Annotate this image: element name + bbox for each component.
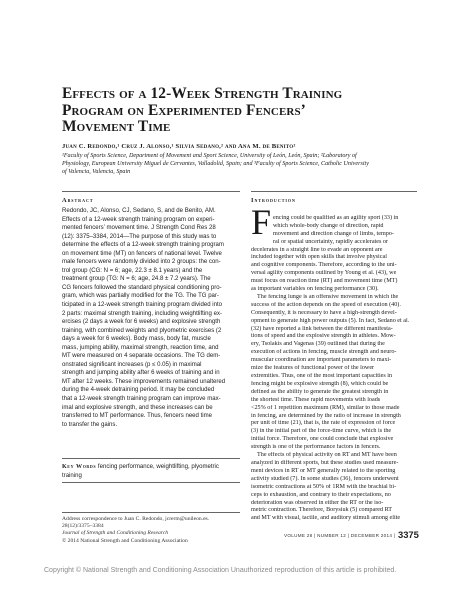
- correspondence-block: [62, 516, 242, 545]
- page-number: 3375: [398, 529, 419, 540]
- intro-line: in fencing, are determined by the ratio of increase in strength: [251, 412, 401, 419]
- intro-line: activity studied (7). In some studies (36), fencers underwent: [251, 475, 399, 482]
- intro-line: must focus on reaction time (RT) and movement time (MT): [251, 278, 398, 285]
- abstract-line: Effects of a 12-week strength training program on experi-: [62, 216, 215, 223]
- title-line: Movement Time: [62, 118, 171, 135]
- keywords-text: fencing performance, weightlifting, plyometric: [97, 464, 219, 470]
- abstract-heading: Abstract: [62, 197, 94, 204]
- abstract-line: imal and explosive strength, and these increases can be: [62, 404, 213, 411]
- intro-line: The effects of physical activity on RT and MT have been: [257, 452, 397, 459]
- intro-line: as important variables on fencing performance (30).: [251, 286, 379, 293]
- intro-line: analyzed in different sports, but these studies used measure-: [251, 459, 399, 466]
- citation: 28(12)/3375–3384: [62, 523, 104, 530]
- section-divider: [62, 458, 240, 459]
- intro-line: (32) have reported a link between the different manifesta-: [251, 325, 393, 332]
- abstract-line: transferred to MT performance. Thus, fencers need time: [62, 413, 213, 420]
- drop-cap: F: [251, 202, 272, 242]
- abstract-line: on movement time (MT) on fencers of national level. Twelve: [62, 250, 222, 257]
- abstract-line: CG fencers followed the standard physical conditioning pro-: [62, 284, 222, 291]
- section-divider: [62, 191, 240, 192]
- keywords-line: training: [62, 472, 82, 479]
- author-list: Juan C. Redondo,¹ Cruz J. Alonso,¹ Silvia Sedano,² and Ana M. de Benito²: [62, 143, 296, 150]
- affiliation-line: ¹Faculty of Sports Science, Department of Movement and Sport Science, University of León, León, Spain; ²Laboratory of: [62, 153, 357, 159]
- intro-line: mize the features of functional power of the lower: [251, 365, 375, 372]
- intro-line: and cognitive components. Therefore, according to the uni-: [251, 262, 397, 269]
- title-line: Effects of a 12-Week Strength Training: [62, 85, 343, 102]
- introduction-text: [251, 207, 417, 523]
- abstract-text: [62, 207, 240, 429]
- intro-line: and MT with visual, tactile, and auditory stimuli among elite: [251, 515, 401, 522]
- intro-line: per unit of time (21), that is, the rate of expression of force: [251, 420, 396, 427]
- abstract-line: ercises (2 days a week for 6 weeks) and explosive strength: [62, 319, 221, 326]
- abstract-line: onstrated significant increases (p ≤ 0.05) in maximal: [62, 361, 202, 368]
- copyright-line: © 2014 National Strength and Conditioning Association: [62, 537, 188, 544]
- intro-line: initial force. Therefore, one could conclude that explosive: [251, 436, 394, 443]
- intro-line: isometric contractions at 50% of 1RM with the brachial bi-: [251, 483, 397, 490]
- intro-line: included together with open skills that involve physical: [251, 254, 387, 261]
- abstract-line: gram, which was partially modified for the TG. The TG par-: [62, 293, 219, 300]
- copyright-watermark: Copyright © National Strength and Conditioning Association Unauthorized reproduction of this article is prohibited.: [44, 567, 397, 574]
- intro-line: ceps to exhaustion, and contrary to their expectations, no: [251, 491, 391, 498]
- intro-line: Consequently, it is necessary to have a high-strength devel-: [251, 309, 397, 316]
- abstract-line: that a 12-week strength training program can improve max-: [62, 396, 221, 403]
- intro-line: opment to generate high power outputs (5). In fact, Sedano et al.: [251, 317, 410, 324]
- journal-name: Journal of Strength and Conditioning Research: [62, 530, 169, 537]
- section-divider: [251, 191, 417, 192]
- intro-line: tions of speed and the explosive strength in athletes. Mow-: [251, 333, 396, 340]
- intro-line: decelerates in a straight line to evade an opponent are: [251, 246, 383, 253]
- keywords-line: [62, 463, 240, 472]
- intro-line: extremities. Thus, one of the most important capacities in: [251, 373, 393, 380]
- affiliation-line: of Valencia, Valencia, Spain: [62, 168, 131, 175]
- abstract-line: Redondo, JC, Alonso, CJ, Sedano, S, and de Benito, AM.: [62, 208, 216, 214]
- intro-line: (3) in the initial part of the force-time curve, which is the: [251, 428, 392, 435]
- abstract-line: ticipated in a 12-week strength training program divided into: [62, 302, 222, 309]
- abstract-line: determine the effects of a 12-week strength training program: [62, 242, 224, 249]
- intro-line: fencing might be explosive strength (8), which could be: [251, 380, 389, 387]
- intro-line: defined as the ability to generate the greatest strength in: [251, 388, 389, 395]
- keywords: [62, 463, 240, 480]
- title-line: Program on Experimented Fencers’: [62, 101, 306, 119]
- abstract-line: (12): 3375–3384, 2014—The purpose of this study was to: [62, 233, 217, 240]
- footnote-divider: [62, 512, 240, 513]
- intro-line: encing could be qualified as an agility sport (33) in: [273, 214, 399, 221]
- intro-line: strength is one of the performance factors in fencers.: [251, 444, 381, 451]
- abstract-line: male fencers were randomly divided into 2 groups: the con-: [62, 259, 221, 266]
- intro-line: The fencing lunge is an offensive movement in which the: [257, 293, 399, 300]
- section-divider: [62, 482, 240, 483]
- article-title: [62, 86, 422, 136]
- intro-line: success of the action depends on the speed of execution (40).: [251, 301, 401, 308]
- correspondence-address: Address correspondence to Juan C. Redondo, jcrerm@unileon.es.: [62, 516, 210, 522]
- intro-line: ment devices in RT or MT generally related to the sporting: [251, 467, 396, 474]
- intro-line: which whole-body change of direction, rapid: [273, 222, 384, 229]
- intro-line: execution of actions in fencing, muscle strength and neuro-: [251, 349, 397, 356]
- intro-line: deterioration was observed in either the RT or the iso-: [251, 499, 384, 506]
- introduction-heading: Introduction: [251, 197, 296, 204]
- affiliations: [62, 153, 412, 176]
- abstract-line: mass, jumping ability, maximal strength, reaction time, and: [62, 344, 219, 351]
- abstract-line: treatment group (TG: N = 6; age, 24.8 ± 7.2 years). The: [62, 276, 211, 283]
- intro-line: ery, Tsolakis and Vagenas (39) outlined that during the: [251, 341, 385, 348]
- abstract-line: during the 4-week detraining period. It may be concluded: [62, 387, 215, 394]
- intro-line: ral or spatial uncertainty, rapidly accelerates or: [273, 238, 389, 245]
- intro-line: the shortest time. These rapid movements with loads: [251, 396, 381, 403]
- intro-line: metric contraction. Therefore, Borysiuk (5) compared RT: [251, 507, 393, 514]
- abstract-line: MT after 12 weeks. These improvements remained unaltered: [62, 378, 226, 385]
- volume-issue: VOLUME 28 | NUMBER 12 | DECEMBER 2014 |: [284, 533, 396, 538]
- intro-line: versal agility components outlined by Young et al. (43), we: [251, 270, 397, 277]
- abstract-line: 2 parts: maximal strength training, including weightlifting ex-: [62, 310, 222, 317]
- keywords-label: Key Words: [62, 464, 97, 470]
- abstract-line: strength and jumping ability after 6 weeks of training and in: [62, 370, 220, 377]
- abstract-line: MT were measured on 4 separate occasions. The TG dem-: [62, 353, 221, 360]
- abstract-line: trol group (CG: N = 6; age, 22.3 ± 8.1 years) and the: [62, 267, 203, 274]
- intro-line: <25% of 1 repetition maximum (RM), similar to those made: [251, 404, 400, 411]
- intro-line: movement and direction change of limbs, tempo-: [273, 230, 394, 237]
- affiliation-line: Physiology, European University Miguel de Cervantes, Valladolid, Spain; and ³Faculty of Sports Science, Catholic University: [62, 160, 369, 167]
- abstract-line: mented fencers’ movement time. J Strength Cond Res 28: [62, 225, 216, 232]
- intro-line: muscular coordination are important parameters to maxi-: [251, 357, 392, 364]
- abstract-line: days a week for 6 weeks). Body mass, body fat, muscle: [62, 336, 211, 343]
- abstract-line: to transfer the gains.: [62, 421, 118, 428]
- abstract-line: training, with combined weights and plyometric exercises (2: [62, 327, 222, 334]
